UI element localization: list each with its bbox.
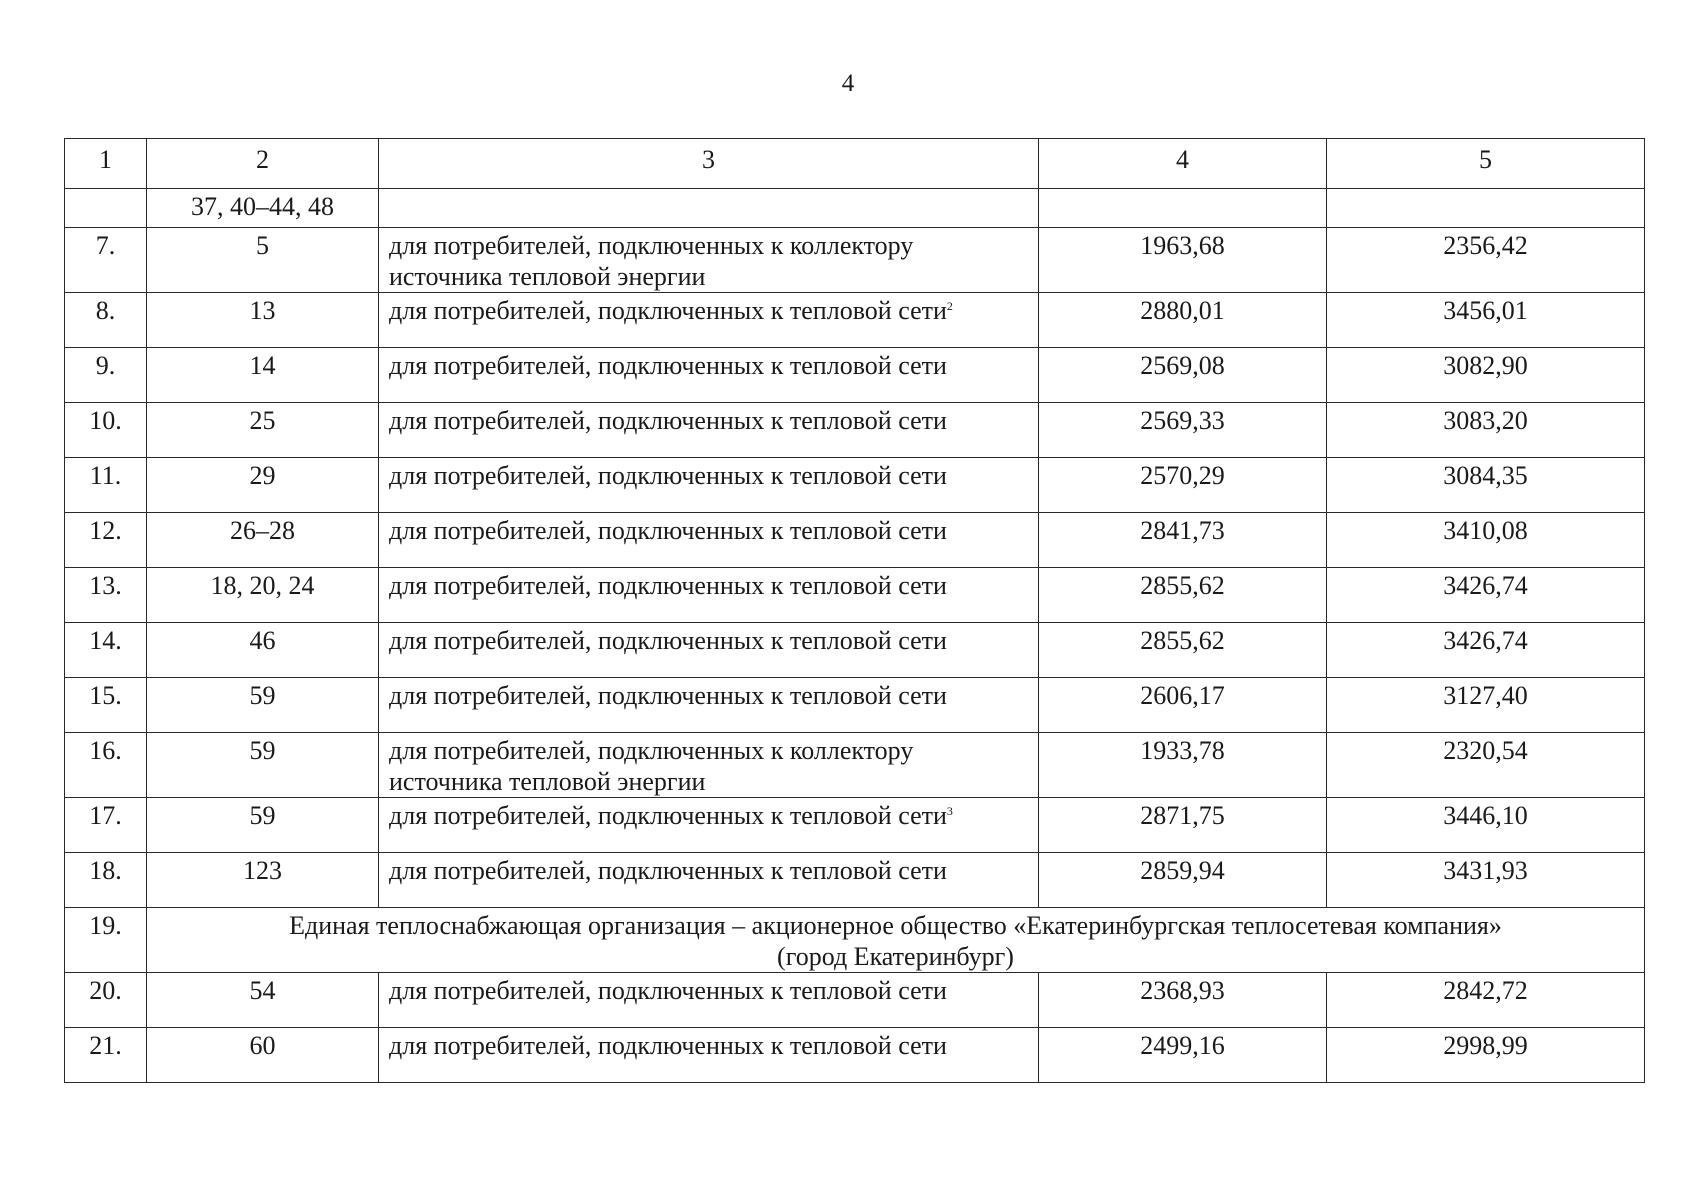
source-numbers: 60: [147, 1028, 379, 1083]
source-numbers: 13: [147, 293, 379, 348]
source-numbers: 25: [147, 403, 379, 458]
column-number-2: 2: [147, 139, 379, 189]
description-text: для потребителей, подключенных к тепловой сети: [389, 626, 947, 655]
row-number: [65, 189, 147, 228]
tariff-value-col5: 3426,74: [1327, 623, 1645, 678]
table-row: [65, 1028, 1645, 1083]
organization-line-2: (город Екатеринбург): [777, 942, 1014, 971]
tariff-value-col4: 2569,33: [1039, 403, 1327, 458]
source-numbers: 26–28: [147, 513, 379, 568]
source-numbers: 18, 20, 24: [147, 568, 379, 623]
consumer-description: [379, 623, 1039, 678]
tariff-value-col4: 2499,16: [1039, 1028, 1327, 1083]
tariff-value-col4: 2855,62: [1039, 623, 1327, 678]
table-row: [65, 293, 1645, 348]
tariff-value-col4: 1963,68: [1039, 228, 1327, 293]
table-row: [65, 678, 1645, 733]
tariff-value-col4: 2859,94: [1039, 853, 1327, 908]
organization-line-1: Единая теплоснабжающая организация – акционерное общество «Екатеринбургская теплосетевая компания»: [289, 911, 1502, 940]
source-numbers: 14: [147, 348, 379, 403]
consumer-description: [379, 568, 1039, 623]
table-row: [65, 733, 1645, 798]
description-text: для потребителей, подключенных к тепловой сети: [389, 516, 947, 545]
tariff-value-col5: 3410,08: [1327, 513, 1645, 568]
consumer-description: [379, 458, 1039, 513]
tariff-value-col4: 2880,01: [1039, 293, 1327, 348]
tariff-value-col4: 2569,08: [1039, 348, 1327, 403]
organization-name: [147, 908, 1645, 973]
table-row: [65, 568, 1645, 623]
organization-row: [65, 908, 1645, 973]
table-row: [65, 853, 1645, 908]
row-number: 12.: [65, 513, 147, 568]
source-numbers: 37, 40–44, 48: [147, 189, 379, 228]
table-row: [65, 973, 1645, 1028]
description-text: для потребителей, подключенных к тепловой сети: [389, 406, 947, 435]
footnote-mark: 3: [946, 804, 953, 818]
tariff-value-col5: 2842,72: [1327, 973, 1645, 1028]
consumer-description: [379, 348, 1039, 403]
row-number: 20.: [65, 973, 147, 1028]
column-number-5: 5: [1327, 139, 1645, 189]
consumer-description: [379, 513, 1039, 568]
tariff-value-col5: [1327, 189, 1645, 228]
row-number: 15.: [65, 678, 147, 733]
row-number: 9.: [65, 348, 147, 403]
consumer-description: [379, 973, 1039, 1028]
row-number: 21.: [65, 1028, 147, 1083]
tariff-value-col5: 3426,74: [1327, 568, 1645, 623]
consumer-description: [379, 189, 1039, 228]
tariff-value-col5: 3083,20: [1327, 403, 1645, 458]
footnote-mark: 2: [946, 299, 953, 313]
description-text: для потребителей, подключенных к тепловой сети: [389, 681, 947, 710]
tariff-value-col5: 3446,10: [1327, 798, 1645, 853]
tariff-value-col5: 3127,40: [1327, 678, 1645, 733]
row-number: 14.: [65, 623, 147, 678]
continuation-row: [65, 189, 1645, 228]
source-numbers: 29: [147, 458, 379, 513]
column-number-3: 3: [379, 139, 1039, 189]
source-numbers: 59: [147, 733, 379, 798]
row-number: 19.: [65, 908, 147, 973]
table-row: [65, 798, 1645, 853]
tariff-value-col5: 2356,42: [1327, 228, 1645, 293]
source-numbers: 59: [147, 678, 379, 733]
tariff-value-col5: 2998,99: [1327, 1028, 1645, 1083]
source-numbers: 59: [147, 798, 379, 853]
tariff-value-col4: [1039, 189, 1327, 228]
description-text: для потребителей, подключенных к тепловой сети: [389, 351, 947, 380]
description-text: для потребителей, подключенных к тепловой сети: [389, 296, 947, 325]
column-number-row: [65, 139, 1645, 189]
tariff-value-col4: 2841,73: [1039, 513, 1327, 568]
tariff-value-col5: 3456,01: [1327, 293, 1645, 348]
description-text: для потребителей, подключенных к тепловой сети: [389, 856, 947, 885]
table-row: [65, 513, 1645, 568]
tariff-table-body: [65, 139, 1645, 1083]
description-text: для потребителей, подключенных к тепловой сети: [389, 1031, 947, 1060]
tariff-value-col4: 2368,93: [1039, 973, 1327, 1028]
description-text: для потребителей, подключенных к коллектору источника тепловой энергии: [389, 736, 914, 796]
tariff-value-col4: 2570,29: [1039, 458, 1327, 513]
row-number: 16.: [65, 733, 147, 798]
tariff-value-col4: 2871,75: [1039, 798, 1327, 853]
tariff-value-col4: 1933,78: [1039, 733, 1327, 798]
tariff-value-col4: 2855,62: [1039, 568, 1327, 623]
row-number: 7.: [65, 228, 147, 293]
description-text: для потребителей, подключенных к коллектору источника тепловой энергии: [389, 231, 914, 291]
tariff-value-col5: 3084,35: [1327, 458, 1645, 513]
row-number: 13.: [65, 568, 147, 623]
consumer-description: [379, 733, 1039, 798]
table-row: [65, 623, 1645, 678]
consumer-description: [379, 228, 1039, 293]
consumer-description: [379, 403, 1039, 458]
column-number-1: 1: [65, 139, 147, 189]
description-text: для потребителей, подключенных к тепловой сети: [389, 976, 947, 1005]
consumer-description: [379, 678, 1039, 733]
source-numbers: 5: [147, 228, 379, 293]
row-number: 17.: [65, 798, 147, 853]
consumer-description: [379, 1028, 1039, 1083]
description-text: для потребителей, подключенных к тепловой сети: [389, 801, 947, 830]
tariff-value-col4: 2606,17: [1039, 678, 1327, 733]
source-numbers: 123: [147, 853, 379, 908]
description-text: для потребителей, подключенных к тепловой сети: [389, 461, 947, 490]
row-number: 8.: [65, 293, 147, 348]
table-row: [65, 348, 1645, 403]
page-number: 4: [841, 70, 855, 97]
consumer-description: [379, 798, 1039, 853]
row-number: 18.: [65, 853, 147, 908]
column-number-4: 4: [1039, 139, 1327, 189]
tariff-table: [64, 138, 1645, 1083]
row-number: 11.: [65, 458, 147, 513]
consumer-description: [379, 853, 1039, 908]
description-text: для потребителей, подключенных к тепловой сети: [389, 571, 947, 600]
tariff-value-col5: 3082,90: [1327, 348, 1645, 403]
source-numbers: 46: [147, 623, 379, 678]
table-row: [65, 403, 1645, 458]
consumer-description: [379, 293, 1039, 348]
source-numbers: 54: [147, 973, 379, 1028]
row-number: 10.: [65, 403, 147, 458]
tariff-value-col5: 2320,54: [1327, 733, 1645, 798]
table-row: [65, 458, 1645, 513]
table-row: [65, 228, 1645, 293]
tariff-value-col5: 3431,93: [1327, 853, 1645, 908]
